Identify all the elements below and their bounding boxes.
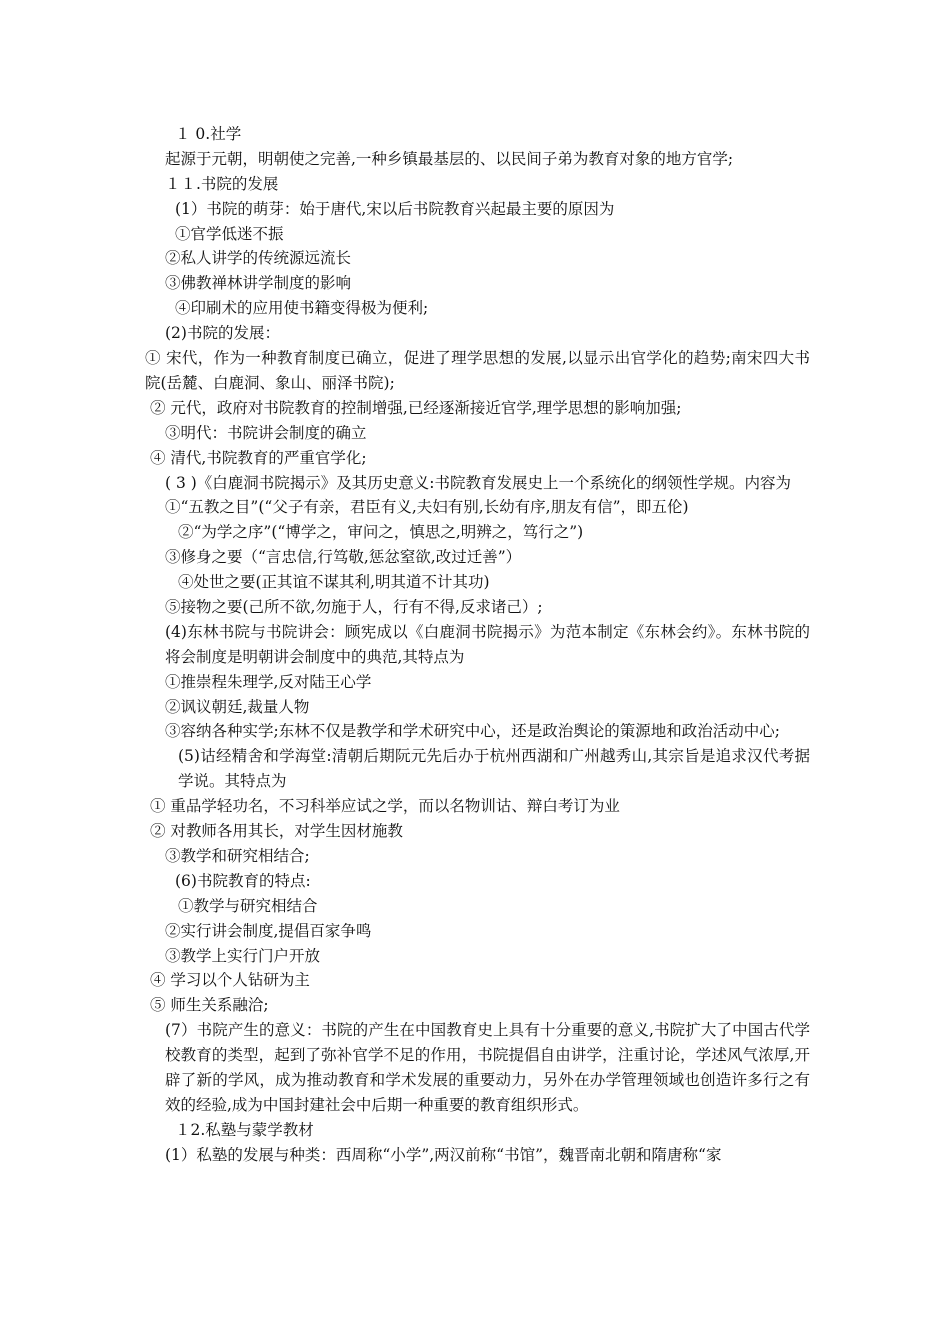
text-line: ⑤接物之要(己所不欲,勿施于人，行有不得,反求诸己）;	[165, 597, 543, 616]
text-line: ①教学与研究相结合	[178, 896, 318, 915]
text-line: ③教学上实行门户开放	[165, 946, 321, 965]
text-line: ( 3 )《白鹿洞书院揭示》及其历史意义:书院教育发展史上一个系统化的纲领性学规。内容为	[165, 473, 792, 492]
text-line: ③教学和研究相结合;	[165, 846, 310, 865]
text-line: (1）书院的萌芽：始于唐代,宋以后书院教育兴起最主要的原因为	[175, 199, 615, 218]
text-line: １１.书院的发展	[165, 174, 279, 193]
text-line: (2)书院的发展：	[165, 324, 280, 343]
text-line: ④ 学习以个人钻研为主	[150, 971, 310, 990]
text-line: ③佛教禅林讲学制度的影响	[165, 274, 352, 293]
text-line: (6)书院教育的特点:	[175, 871, 311, 890]
text-line: ① 重品学轻功名，不习科举应试之学，而以名物训诂、辩白考订为业	[150, 797, 620, 816]
text-line: ④ 清代,书院教育的严重官学化;	[150, 448, 367, 467]
document-page	[145, 122, 810, 1168]
text-line: ⑤ 师生关系融洽;	[150, 996, 269, 1015]
text-line: ④印刷术的应用使书籍变得极为便利;	[175, 299, 429, 318]
text-line: ④处世之要(正其谊不谋其利,明其道不计其功)	[178, 573, 490, 592]
text-line: １2.私塾与蒙学教材	[175, 1120, 314, 1139]
text-line: 起源于元朝，明朝使之完善,一种乡镇最基层的、以民间子弟为教育对象的地方官学;	[165, 149, 734, 168]
text-line: ③容纳各种实学;东林不仅是教学和学术研究中心，还是政治舆论的策源地和政治活动中心;	[165, 722, 780, 741]
text-line: (4)东林书院与书院讲会：顾宪成以《白鹿洞书院揭示》为范本制定《东林会约》。东林书院的将会制度是明朝讲会制度中的典范,其特点为	[165, 622, 810, 666]
text-line: ②实行讲会制度,提倡百家争鸣	[165, 921, 372, 940]
text-line: ② 对教师各用其长，对学生因材施教	[150, 822, 403, 841]
text-line: (1）私塾的发展与种类：西周称“小学”,两汉前称“书馆”，魏晋南北朝和隋唐称“家	[165, 1145, 722, 1164]
text-line: ②私人讲学的传统源远流长	[165, 249, 352, 268]
text-line: ② 元代，政府对书院教育的控制增强,已经逐渐接近官学,理学思想的影响加强;	[150, 398, 682, 417]
text-line: ①官学低迷不振	[175, 224, 284, 243]
text-line: ①“五教之目”(“父子有亲，君臣有义,夫妇有别,长幼有序,朋友有信”，即五伦)	[165, 498, 689, 517]
text-line: (7）书院产生的意义：书院的产生在中国教育史上具有十分重要的意义,书院扩大了中国古代学校教育的类型，起到了弥补官学不足的作用，书院提倡自由讲学，注重讨论，学述风气浓厚,开辟了新的学风，成为推动教育和学术发展的重要动力，另外在办学管理领域也创造许多行之有效的经验,成为中国封建社会中后期一种重要的教育组织形式。	[165, 1021, 810, 1114]
text-line: ②“为学之序”(“博学之，审问之，慎思之,明辨之，笃行之”)	[178, 523, 584, 542]
text-line: (5)诂经精舍和学海堂:清朝后期阮元先后办于杭州西湖和广州越秀山,其宗旨是追求汉代考据学说。其特点为	[178, 747, 810, 791]
text-line: ②讽议朝廷,裁量人物	[165, 697, 310, 716]
text-line: １ 0.社学	[175, 125, 242, 143]
text-line: ① 宋代，作为一种教育制度已确立，促进了理学思想的发展,以显示出官学化的趋势;南宋四大书院(岳麓、白鹿洞、象山、丽泽书院);	[145, 349, 810, 392]
text-line: ③修身之要（“言忠信,行笃敬,惩忿窒欲,改过迁善”）	[165, 548, 522, 567]
text-line: ①推崇程朱理学,反对陆王心学	[165, 672, 372, 691]
text-line: ③明代：书院讲会制度的确立	[165, 423, 367, 442]
